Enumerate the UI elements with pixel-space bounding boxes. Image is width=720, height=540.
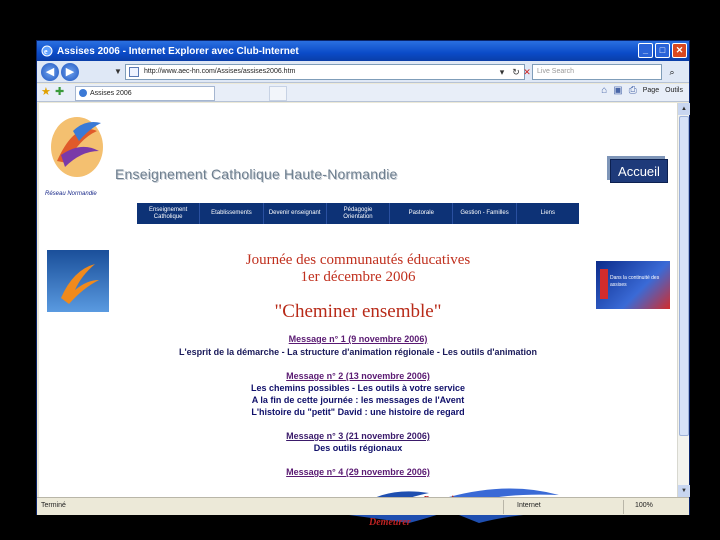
page-menu[interactable]: Page: [642, 87, 660, 94]
event-theme: "Cheminer ensemble": [274, 301, 442, 322]
menu-item-pastorale[interactable]: Pastorale: [390, 203, 453, 224]
diocese-logo-icon: [45, 111, 107, 181]
stop-icon[interactable]: ✕: [523, 67, 531, 77]
message-1-description: L'esprit de la démarche - La structure d'animation régionale - Les outils d'animation: [179, 347, 537, 357]
message-2-link[interactable]: Message n° 2 (13 novembre 2006): [286, 371, 430, 381]
new-tab-button[interactable]: [269, 86, 287, 101]
address-field[interactable]: [125, 64, 525, 80]
site-title: Enseignement Catholique Haute-Normandie: [115, 166, 398, 182]
browser-window: [36, 40, 690, 528]
scroll-down-icon[interactable]: ▼: [678, 485, 690, 497]
menu-item-gestion[interactable]: Gestion - Familles: [453, 203, 516, 224]
tab-bar: [37, 84, 689, 102]
main-menu: [137, 203, 579, 224]
word-demeurer: Demeurer: [369, 517, 411, 528]
security-zone: Internet: [517, 502, 541, 509]
add-favorite-icon[interactable]: ✚: [55, 86, 65, 98]
feeds-icon[interactable]: ▣: [613, 85, 623, 96]
ie-logo-icon: [41, 45, 53, 57]
favorites-star-icon[interactable]: ★: [41, 86, 51, 98]
vertical-scrollbar[interactable]: [677, 103, 689, 497]
print-icon[interactable]: ⎙: [628, 85, 637, 96]
home-button[interactable]: Accueil: [610, 159, 668, 183]
minimize-button[interactable]: _: [638, 43, 653, 58]
logo-text: Réseau Normandie: [45, 191, 97, 197]
zoom-level[interactable]: 100%: [635, 502, 653, 509]
message-2-line-3: L'histoire du "petit" David : une histoire de regard: [251, 407, 465, 417]
menu-item-etablissements[interactable]: Etablissements: [200, 203, 263, 224]
tab-label: Assises 2006: [90, 90, 132, 97]
message-3-link[interactable]: Message n° 3 (21 novembre 2006): [286, 431, 430, 441]
menu-item-enseignement[interactable]: Enseignement Catholique: [137, 203, 200, 224]
message-1-link[interactable]: Message n° 1 (9 novembre 2006): [288, 334, 428, 344]
home-icon[interactable]: ⌂: [601, 85, 608, 96]
tab-page-icon: [79, 89, 87, 97]
search-icon[interactable]: ⌕: [669, 67, 675, 77]
search-input[interactable]: Live Search: [532, 64, 662, 80]
svg-text:e: e: [44, 47, 48, 56]
message-2-line-2: A la fin de cette journée : les messages de l'Avent: [251, 395, 465, 405]
scroll-thumb[interactable]: [679, 116, 689, 436]
address-url: http://www.aec-hn.com/Assises/assises2006.htm: [144, 68, 296, 75]
close-button[interactable]: ✕: [672, 43, 687, 58]
scroll-up-icon[interactable]: ▲: [678, 103, 690, 115]
status-text: Terminé: [41, 502, 66, 509]
event-date: 1er décembre 2006: [300, 269, 416, 285]
history-dropdown-icon[interactable]: ▼: [114, 67, 122, 76]
title-bar: [37, 41, 689, 61]
maximize-button[interactable]: □: [655, 43, 670, 58]
event-title: Journée des communautés éducatives: [245, 252, 471, 268]
menu-item-liens[interactable]: Liens: [540, 210, 555, 216]
window-title: Assises 2006 - Internet Explorer avec Club-Internet: [57, 45, 299, 57]
back-button[interactable]: ◀: [41, 63, 59, 81]
tools-menu[interactable]: Outils: [665, 87, 683, 94]
menu-item-pedagogie[interactable]: Pédagogie Orientation: [327, 203, 390, 224]
message-2-line-1: Les chemins possibles - Les outils à votre service: [250, 383, 466, 393]
address-toolbar: [37, 61, 689, 83]
menu-item-devenir[interactable]: Devenir enseignant: [264, 203, 327, 224]
status-divider: [623, 500, 624, 514]
page-icon: [129, 67, 139, 77]
status-bar: [37, 497, 689, 515]
tab-assises[interactable]: [75, 86, 215, 101]
address-dropdown-icon[interactable]: ▾: [499, 67, 505, 77]
banner-text: Dans la continuité des assises: [610, 275, 660, 288]
forward-button[interactable]: ▶: [61, 63, 79, 81]
refresh-icon[interactable]: ↻: [512, 67, 520, 77]
message-3-description: Des outils régionaux: [313, 443, 403, 453]
message-4-link[interactable]: Message n° 4 (29 novembre 2006): [286, 467, 430, 477]
status-divider: [503, 500, 504, 514]
